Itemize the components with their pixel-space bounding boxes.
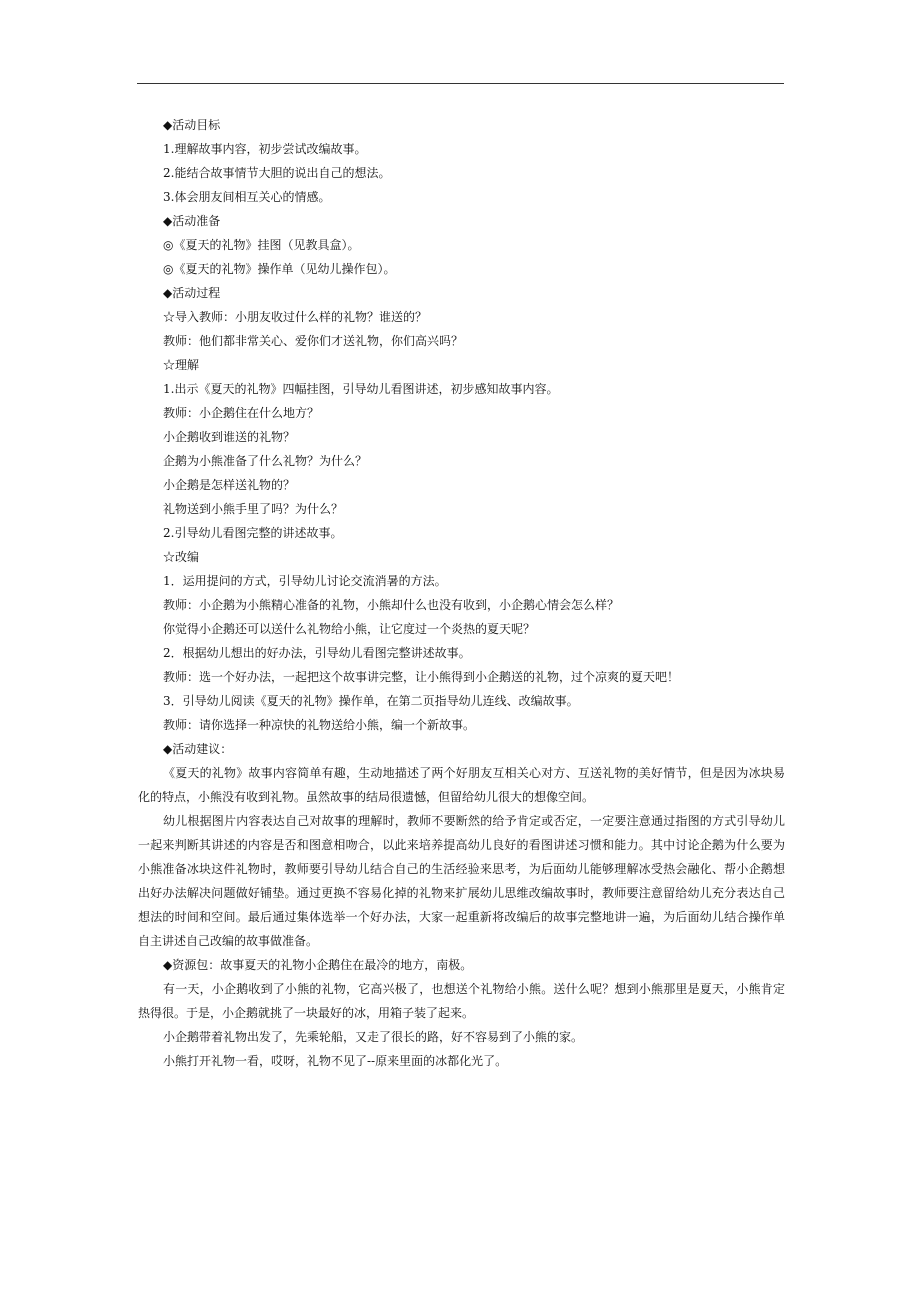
adapt-line: 3．引导幼儿阅读《夏天的礼物》操作单，在第二页指导幼儿连线、改编故事。 (163, 694, 579, 708)
prep-item: ◎《夏天的礼物》操作单（见幼儿操作包）。 (163, 262, 396, 276)
story-paragraph-text: 有一天，小企鹅收到了小熊的礼物，它高兴极了，也想送个礼物给小熊。送什么呢？想到小熊那里是夏天，小熊肯定热得很。于是，小企鹅就挑了一块最好的冰，用箱子装了起来。 (138, 982, 785, 1020)
story-paragraph (138, 977, 785, 1025)
story-line: 小企鹅带着礼物出发了，先乘轮船，又走了很长的路，好不容易到了小熊的家。 (163, 1030, 584, 1044)
understand-line: 1.出示《夏天的礼物》四幅挂图，引导幼儿看图讲述，初步感知故事内容。 (163, 382, 559, 396)
understand-heading: ☆理解 (163, 358, 200, 372)
header-rule (137, 83, 784, 84)
understand-line: 教师：小企鹅住在什么地方？ (163, 406, 320, 420)
suggestions-heading: ◆活动建议： (163, 742, 233, 756)
prep-heading: ◆活动准备 (163, 214, 221, 228)
adapt-line: 1．运用提问的方式，引导幼儿讨论交流消暑的方法。 (163, 574, 447, 588)
suggestion-paragraph (138, 809, 785, 953)
goal-item: 1.理解故事内容，初步尝试改编故事。 (163, 142, 367, 156)
intro-line: 教师：他们都非常关心、爱你们才送礼物，你们高兴吗？ (163, 334, 464, 348)
adapt-line: 你觉得小企鹅还可以送什么礼物给小熊，让它度过一个炎热的夏天呢？ (163, 622, 536, 636)
goal-item: 2.能结合故事情节大胆的说出自己的想法。 (163, 166, 391, 180)
suggestion-paragraph (138, 761, 785, 809)
story-line: 小熊打开礼物一看，哎呀，礼物不见了--原来里面的冰都化光了。 (163, 1054, 508, 1068)
resource-heading: ◆资源包：故事夏天的礼物小企鹅住在最冷的地方，南极。 (163, 958, 473, 972)
suggestion-paragraph-text: 《夏天的礼物》故事内容简单有趣，生动地描述了两个好朋友互相关心对方、互送礼物的美好情节，但是因为冰块易化的特点，小熊没有收到礼物。虽然故事的结局很遗憾，但留给幼儿很大的想像空间。 (138, 766, 785, 804)
suggestion-paragraph-text: 幼儿根据图片内容表达自己对故事的理解时，教师不要断然的给予肯定或否定，一定要注意通过指图的方式引导幼儿一起来判断其讲述的内容是否和图意相吻合，以此来培养提高幼儿良好的看图讲述习惯和能力。其中讨论企鹅为什么要为小熊准备冰块这件礼物时，教师要引导幼儿结合自己的生活经验来思考，为后面幼儿能够理解冰受热会融化、帮小企鹅想出好办法解决问题做好铺垫。通过更换不容易化掉的礼物来扩展幼儿思维改编故事时，教师要注意留给幼儿充分表达自己想法的时间和空间。最后通过集体选举一个好办法，大家一起重新将改编后的故事完整地讲一遍，为后面幼儿结合操作单自主讲述自己改编的故事做准备。 (138, 814, 785, 948)
understand-line: 小企鹅收到谁送的礼物？ (163, 430, 296, 444)
process-heading: ◆活动过程 (163, 286, 221, 300)
adapt-line: 教师：选一个好办法，一起把这个故事讲完整，让小熊得到小企鹅送的礼物，过个凉爽的夏天吧！ (163, 670, 680, 684)
understand-line: 礼物送到小熊手里了吗？为什么？ (163, 502, 344, 516)
goal-item: 3.体会朋友间相互关心的情感。 (163, 190, 331, 204)
adapt-line: 教师：小企鹅为小熊精心准备的礼物，小熊却什么也没有收到，小企鹅心情会怎么样？ (163, 598, 620, 612)
understand-line: 2.引导幼儿看图完整的讲述故事。 (163, 526, 343, 540)
intro-line: ☆导入教师：小朋友收过什么样的礼物？谁送的？ (163, 310, 428, 324)
understand-line: 企鹅为小熊准备了什么礼物？为什么？ (163, 454, 368, 468)
adapt-line: 教师：请你选择一种凉快的礼物送给小熊，编一个新故事。 (163, 718, 476, 732)
goals-heading: ◆活动目标 (163, 118, 221, 132)
adapt-line: 2．根据幼儿想出的好办法，引导幼儿看图完整讲述故事。 (163, 646, 471, 660)
understand-line: 小企鹅是怎样送礼物的？ (163, 478, 296, 492)
lesson-plan-document (138, 113, 785, 1073)
adapt-heading: ☆改编 (163, 550, 200, 564)
prep-item: ◎《夏天的礼物》挂图（见教具盒）。 (163, 238, 360, 252)
